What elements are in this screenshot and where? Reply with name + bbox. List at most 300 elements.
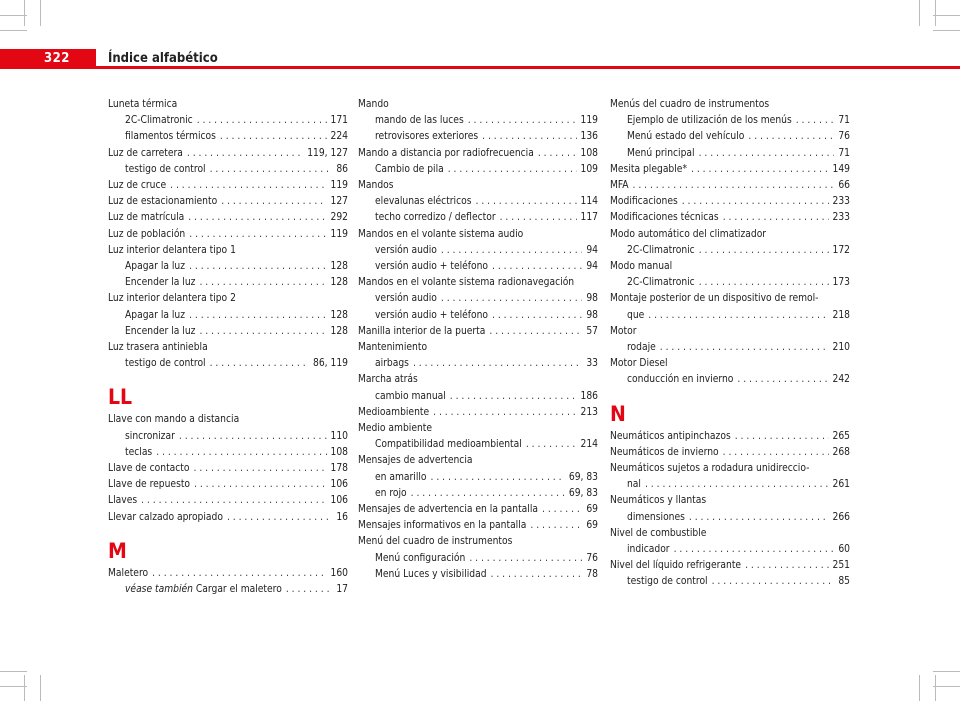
index-subentry (108, 582, 348, 598)
leader-dots (699, 275, 829, 291)
page-reference[interactable]: 214 (580, 439, 598, 451)
leader-dots (170, 178, 326, 194)
page-reference[interactable]: 85 (838, 576, 850, 588)
index-entry-text: mando de las luces (375, 115, 464, 127)
index-entry (358, 518, 598, 534)
index-subentry (610, 340, 850, 356)
page-reference[interactable]: 186 (580, 390, 598, 402)
leader-dots (189, 227, 326, 243)
leader-dots (691, 162, 828, 178)
index-entry-continuation (610, 308, 850, 324)
index-entry (108, 227, 348, 243)
index-entry (610, 429, 850, 445)
index-entry-text: indicador (627, 544, 670, 556)
leader-dots (542, 502, 582, 518)
index-entry (610, 162, 850, 178)
leader-dots (448, 162, 577, 178)
page-reference[interactable]: 98 (586, 309, 598, 321)
index-subentry (610, 243, 850, 259)
index-entry (610, 291, 850, 323)
index-entry (108, 97, 348, 113)
crop-mark (919, 675, 920, 701)
page-reference[interactable]: 160 (330, 567, 348, 579)
index-entry (610, 356, 850, 372)
section-letter: N (610, 401, 626, 426)
index-entry (358, 227, 598, 243)
page-reference[interactable]: 69, 83 (568, 487, 598, 499)
page-reference[interactable]: 33 (586, 358, 598, 370)
index-entry (108, 493, 348, 509)
index-subentry (610, 113, 850, 129)
crop-mark (919, 0, 920, 26)
crop-mark (0, 686, 27, 687)
leader-dots (179, 429, 327, 445)
index-column-2 (358, 97, 598, 583)
leader-dots (723, 445, 829, 461)
page-reference[interactable]: 128 (330, 261, 348, 273)
page-reference[interactable]: 233 (832, 196, 850, 208)
crop-mark (0, 671, 27, 672)
page-title: Índice alfabético (96, 49, 960, 69)
index-subentry (358, 210, 598, 226)
leader-dots (689, 510, 829, 526)
leader-dots (199, 275, 326, 291)
index-entry-text: Menú configuración (375, 552, 466, 564)
leader-dots (286, 582, 333, 598)
index-entry-text: Neumáticos de invierno (610, 446, 719, 458)
crop-mark (933, 686, 960, 687)
index-entry-text: Mesita plegable* (610, 163, 688, 175)
index-subentry (610, 510, 850, 526)
index-entry-text: Menú estado del vehículo (627, 131, 745, 143)
leader-dots (468, 113, 577, 129)
leader-dots (491, 567, 583, 583)
index-entry-text: 2C-Climatronic (125, 115, 193, 127)
page-reference[interactable]: 117 (580, 212, 598, 224)
crop-mark (935, 0, 936, 26)
index-entry (108, 461, 348, 477)
page-reference[interactable]: 128 (330, 277, 348, 289)
index-entry-text: Compatibilidad medioambiental (375, 439, 522, 451)
leader-dots (197, 113, 327, 129)
index-entry-text: elevalunas eléctricos (375, 196, 472, 208)
page-reference[interactable]: 16 (336, 511, 348, 523)
index-entry (610, 461, 850, 493)
index-entry-text: rodaje (627, 342, 656, 354)
index-subentry (358, 129, 598, 145)
index-subentry (358, 291, 598, 307)
leader-dots (450, 389, 577, 405)
index-subentry (108, 129, 348, 145)
index-entry-text: Medio ambiente (358, 423, 433, 435)
leader-dots (737, 372, 828, 388)
page-reference[interactable]: 76 (838, 131, 850, 143)
index-subentry (610, 275, 850, 291)
index-entry-text: Mando (358, 99, 389, 110)
index-entry-text: Modificaciones (610, 196, 678, 208)
leader-dots (189, 259, 326, 275)
index-subentry (610, 542, 850, 558)
page-reference[interactable]: 66 (838, 180, 850, 192)
index-entry-text (125, 582, 282, 598)
index-entry-text: Luz interior delantera tipo 2 (108, 293, 236, 305)
index-entry-text: nal (627, 479, 641, 491)
page-reference[interactable]: 98 (586, 293, 598, 305)
index-entry (358, 178, 598, 194)
leader-dots (156, 445, 326, 461)
index-entry-text: testigo de control (125, 358, 206, 370)
leader-dots (723, 210, 829, 226)
index-entry-text: Llaves (108, 495, 138, 507)
leader-dots (500, 210, 577, 226)
index-entry-text: Llave con mando a distancia (108, 414, 240, 426)
leader-dots (530, 518, 582, 534)
index-entry-continuation (610, 477, 850, 493)
index-entry (108, 510, 348, 526)
page-reference[interactable]: 106 (330, 479, 348, 491)
page-reference[interactable]: 218 (832, 309, 850, 321)
index-entry-text: Encender la luz (125, 277, 196, 289)
index-entry-text: Modificaciones técnicas (610, 212, 719, 224)
page-reference[interactable]: 233 (832, 212, 850, 224)
crop-mark (0, 30, 27, 31)
index-subentry (610, 574, 850, 590)
index-subentry (108, 113, 348, 129)
page-reference[interactable]: 127 (330, 196, 348, 208)
index-entry-text: Luz de población (108, 228, 186, 240)
index-subentry (358, 470, 598, 486)
page-reference[interactable]: 69, 83 (568, 471, 598, 483)
crop-mark (40, 675, 41, 701)
index-subentry (108, 275, 348, 291)
index-subentry (610, 146, 850, 162)
index-subentry (108, 445, 348, 461)
page-reference[interactable]: 71 (838, 147, 850, 159)
index-entry-text: techo corredizo / deflector (375, 212, 496, 224)
index-subentry (610, 129, 850, 145)
index-entry-text: Luz de estacionamiento (108, 196, 218, 208)
leader-dots (411, 486, 565, 502)
index-entry (610, 97, 850, 113)
index-entry (358, 502, 598, 518)
index-entry (108, 340, 348, 356)
index-subentry (358, 194, 598, 210)
leader-dots (538, 146, 577, 162)
crop-mark (935, 675, 936, 701)
index-subentry (358, 567, 598, 583)
index-entry-text: Montaje posterior de un dispositivo de remol- (610, 293, 819, 305)
index-entry-text: Encender la luz (125, 325, 196, 337)
page-reference[interactable]: 110 (330, 430, 348, 442)
index-entry (610, 558, 850, 574)
leader-dots (482, 129, 576, 145)
index-entry-text: Luz interior delantera tipo 1 (108, 244, 236, 256)
index-entry-text: Neumáticos antipinchazos (610, 430, 731, 442)
page-reference[interactable]: 224 (330, 131, 348, 143)
index-subentry (358, 113, 598, 129)
leader-dots (682, 194, 829, 210)
page-reference[interactable]: 109 (580, 163, 598, 175)
leader-dots (433, 405, 576, 421)
leader-dots (648, 308, 828, 324)
index-entry-text: airbags (375, 358, 409, 370)
index-entry-text: Maletero (108, 567, 149, 579)
index-entry-text: versión audio + teléfono (375, 309, 489, 321)
index-entry (610, 194, 850, 210)
page-reference[interactable]: 69 (586, 520, 598, 532)
index-entry (108, 243, 348, 259)
index-subentry (358, 259, 598, 275)
index-subentry (358, 162, 598, 178)
index-entry-text: Menú Luces y visibilidad (375, 568, 487, 580)
index-entry (108, 178, 348, 194)
index-subentry (108, 324, 348, 340)
index-entry (358, 146, 598, 162)
index-entry-text: Mensajes informativos en la pantalla (358, 520, 527, 532)
index-entry-text: dimensiones (627, 511, 685, 523)
index-entry-text: 2C-Climatronic (627, 244, 695, 256)
leader-dots (431, 470, 565, 486)
index-column-3 (610, 97, 850, 591)
crop-mark (933, 30, 960, 31)
see-also-label: véase también (125, 584, 193, 596)
index-entry-text: conducción en invierno (627, 374, 734, 386)
page-reference[interactable]: 171 (330, 115, 348, 127)
page-reference[interactable]: 57 (586, 325, 598, 337)
index-entry-text: Luz de matrícula (108, 212, 185, 224)
leader-dots (194, 477, 326, 493)
leader-dots (526, 437, 577, 453)
index-entry-text: cambio manual (375, 390, 446, 402)
page-reference[interactable]: 251 (832, 560, 850, 572)
index-entry-text: Menú principal (627, 147, 695, 159)
index-subentry (358, 551, 598, 567)
index-entry (108, 412, 348, 428)
page-reference[interactable]: 86 (336, 163, 348, 175)
page-reference[interactable]: 242 (832, 374, 850, 386)
crop-mark (0, 15, 27, 16)
index-entry-text: Modo manual (610, 261, 673, 273)
page-reference[interactable]: 108 (580, 147, 598, 159)
index-entry-text: Mantenimiento (358, 342, 428, 354)
index-entry-text: Mando a distancia por radiofrecuencia (358, 147, 534, 159)
crop-mark (24, 0, 25, 26)
index-subentry (358, 486, 598, 502)
leader-dots (745, 558, 828, 574)
index-entry-text: versión audio (375, 293, 437, 305)
page-reference[interactable]: 119 (330, 180, 348, 192)
index-entry-text: Nivel de combustible (610, 527, 707, 539)
leader-dots (748, 129, 834, 145)
index-entry-text: teclas (125, 446, 153, 458)
index-entry-text: Luneta térmica (108, 99, 178, 110)
index-subentry (108, 308, 348, 324)
index-entry-text: Mensajes de advertencia (358, 455, 473, 467)
index-entry (358, 275, 598, 291)
index-entry-text: Apagar la luz (125, 261, 186, 273)
leader-dots (188, 210, 326, 226)
index-entry-text: versión audio (375, 244, 437, 256)
page-reference[interactable]: 17 (336, 584, 348, 596)
index-entry-text: MFA (610, 180, 629, 192)
index-entry (358, 372, 598, 388)
leader-dots (699, 146, 835, 162)
leader-dots (735, 429, 829, 445)
index-subentry (108, 429, 348, 445)
leader-dots (699, 243, 829, 259)
index-entry-text: Mandos (358, 180, 394, 192)
page-reference[interactable]: 210 (832, 342, 850, 354)
leader-dots (152, 566, 326, 582)
index-entry-text: Mensajes de advertencia en la pantalla (358, 504, 539, 516)
index-subentry (108, 356, 348, 372)
page-reference[interactable]: 149 (832, 163, 850, 175)
page-reference[interactable]: 108 (330, 446, 348, 458)
index-entry-text: filamentos térmicos (125, 131, 216, 143)
leader-dots (492, 308, 582, 324)
page-reference[interactable]: 128 (330, 325, 348, 337)
index-entry-text: Neumáticos sujetos a rodadura unidireccio- (610, 463, 810, 475)
index-entry-text: Mandos en el volante sistema audio (358, 228, 524, 240)
page-reference[interactable]: 78 (586, 568, 598, 580)
index-entry-text: Manilla interior de la puerta (358, 325, 486, 337)
index-subentry (358, 308, 598, 324)
page-reference[interactable]: 213 (580, 406, 598, 418)
page-reference[interactable]: 69 (586, 504, 598, 516)
index-entry-text: Apagar la luz (125, 309, 186, 321)
index-entry (358, 453, 598, 469)
leader-dots (633, 178, 835, 194)
page-reference[interactable]: 71 (838, 115, 850, 127)
index-entry-text: retrovisores exteriores (375, 131, 479, 143)
leader-dots (413, 356, 582, 372)
index-entry (358, 97, 598, 113)
leader-dots (489, 324, 582, 340)
index-entry (108, 477, 348, 493)
index-entry-text: Luz de carretera (108, 147, 183, 159)
leader-dots (469, 551, 582, 567)
crop-mark (40, 0, 41, 26)
index-entry-text: Neumáticos y llantas (610, 495, 707, 507)
page-reference[interactable]: 261 (832, 479, 850, 491)
page-reference[interactable]: 292 (330, 212, 348, 224)
index-subentry (358, 243, 598, 259)
index-entry-text: Mandos en el volante sistema radionavegación (358, 277, 575, 289)
index-entry-text: versión audio + teléfono (375, 261, 489, 273)
see-also-target: Cargar el maletero (195, 584, 282, 596)
page-reference[interactable]: 60 (838, 544, 850, 556)
leader-dots (210, 162, 333, 178)
index-entry-text: sincronizar (125, 430, 175, 442)
leader-dots (210, 356, 309, 372)
index-entry (610, 493, 850, 509)
page-reference[interactable]: 173 (832, 277, 850, 289)
page-reference[interactable]: 265 (832, 430, 850, 442)
leader-dots (476, 194, 577, 210)
index-column-1 (108, 97, 348, 598)
index-entry (610, 526, 850, 542)
index-entry (358, 324, 598, 340)
leader-dots (227, 510, 332, 526)
index-entry (108, 291, 348, 307)
index-entry (108, 146, 348, 162)
page-reference[interactable]: 119 (330, 228, 348, 240)
leader-dots (187, 146, 303, 162)
page-reference[interactable]: 136 (580, 131, 598, 143)
index-entry-text: Cambio de pila (375, 163, 444, 175)
page-reference[interactable]: 178 (330, 463, 348, 475)
index-entry (610, 227, 850, 243)
leader-dots (712, 574, 835, 590)
index-subentry (358, 389, 598, 405)
index-entry-text: Llave de repuesto (108, 479, 191, 491)
index-entry-text: testigo de control (125, 163, 206, 175)
index-entry (358, 340, 598, 356)
index-subentry (610, 372, 850, 388)
page-reference[interactable]: 119 (580, 115, 598, 127)
page-reference[interactable]: 76 (586, 552, 598, 564)
index-entry-text: Menú del cuadro de instrumentos (358, 536, 513, 548)
index-entry (610, 210, 850, 226)
crop-mark (933, 15, 960, 16)
index-entry (108, 566, 348, 582)
index-entry (358, 421, 598, 437)
page-reference[interactable]: 128 (330, 309, 348, 321)
leader-dots (645, 477, 829, 493)
leader-dots (220, 129, 327, 145)
index-entry-text: Medioambiente (358, 406, 430, 418)
leader-dots (221, 194, 326, 210)
index-entry-text: que (627, 309, 645, 321)
leader-dots (441, 243, 582, 259)
crop-mark (24, 675, 25, 701)
page-reference[interactable]: 114 (580, 196, 598, 208)
index-entry-text: Marcha atrás (358, 374, 418, 386)
page-reference[interactable]: 106 (330, 495, 348, 507)
page-reference[interactable]: 172 (832, 244, 850, 256)
index-entry-text: Ejemplo de utilización de los menús (627, 115, 792, 127)
leader-dots (189, 308, 326, 324)
page-reference[interactable]: 266 (832, 511, 850, 523)
page-reference[interactable]: 94 (586, 244, 598, 256)
page-reference[interactable]: 119, 127 (307, 147, 348, 159)
leader-dots (141, 493, 326, 509)
index-entry (610, 324, 850, 340)
page-reference[interactable]: 268 (832, 446, 850, 458)
crop-mark (933, 671, 960, 672)
page-reference[interactable]: 94 (586, 261, 598, 273)
index-entry-text: Luz de cruce (108, 180, 167, 192)
leader-dots (796, 113, 835, 129)
index-subentry (358, 437, 598, 453)
section-letter: M (108, 538, 127, 563)
index-entry (108, 210, 348, 226)
index-entry (610, 259, 850, 275)
section-letter: LL (108, 385, 133, 410)
index-entry-text: Motor (610, 325, 637, 337)
index-entry-text: testigo de control (627, 576, 708, 588)
index-entry (610, 178, 850, 194)
leader-dots (674, 542, 835, 558)
index-entry (108, 194, 348, 210)
index-entry-text: en rojo (375, 487, 407, 499)
index-entry-text: Llevar calzado apropiado (108, 511, 223, 523)
index-entry-text: en amarillo (375, 471, 427, 483)
index-entry-text: Modo automático del climatizador (610, 228, 767, 240)
leader-dots (660, 340, 829, 356)
index-entry-text: Luz trasera antiniebla (108, 342, 208, 354)
page-reference[interactable]: 86, 119 (313, 358, 348, 370)
